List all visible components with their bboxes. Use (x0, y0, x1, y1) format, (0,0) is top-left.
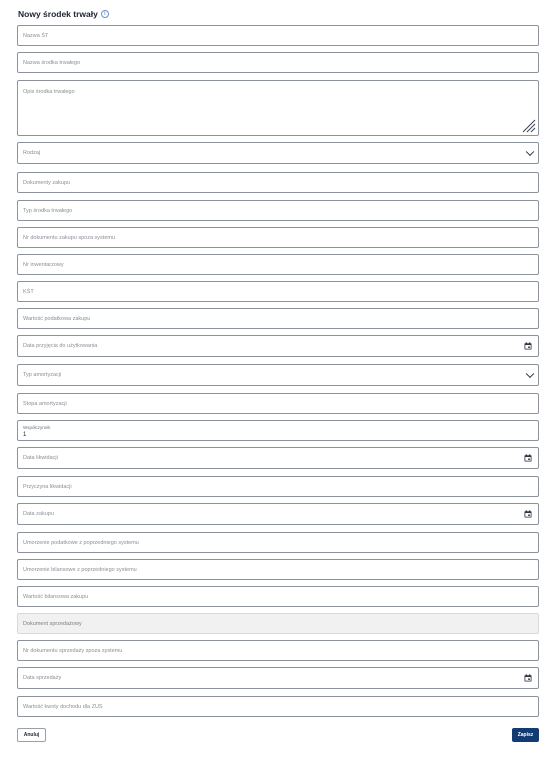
stopa-amortyzacji-placeholder: Stopa amortyzacji (23, 400, 67, 407)
wartosc-bilansowa-input[interactable] (17, 586, 539, 607)
wspolczynnik-value: 1 (23, 432, 27, 438)
typ-amortyzacji-select[interactable] (17, 364, 539, 386)
save-button[interactable]: Zapisz (512, 728, 539, 742)
typ-srodka-input[interactable] (17, 200, 539, 221)
umorzenie-podatkowe-input[interactable] (17, 532, 539, 553)
data-zakupu-placeholder: Data zakupu (23, 511, 54, 517)
rodzaj-placeholder: Rodzaj (23, 150, 41, 156)
data-sprzedazy-date-input[interactable] (17, 667, 539, 689)
stopa-amortyzacji-input[interactable] (17, 393, 539, 414)
nazwa-srodka-input[interactable] (17, 52, 539, 73)
calendar-icon[interactable] (524, 342, 532, 350)
data-likwidacji-date-input[interactable] (17, 447, 539, 469)
resize-handle-icon[interactable] (520, 117, 536, 133)
calendar-icon[interactable] (524, 454, 532, 462)
przyczyna-likwidacji-input[interactable] (17, 476, 539, 497)
kst-input[interactable] (17, 281, 539, 302)
page-title (18, 9, 109, 19)
wartosc-kwoty-dochodu-placeholder: Wartość kwoty dochodu dla ZUS (23, 703, 103, 710)
rodzaj-select[interactable] (17, 142, 539, 164)
wartosc-kwoty-dochodu-input[interactable] (17, 696, 539, 717)
kst-placeholder: KŚT (23, 288, 34, 295)
wartosc-bilansowa-placeholder: Wartość bilansowa zakupu (23, 593, 89, 600)
nr-dokumentu-zakupu-placeholder: Nr dokumentu zakupu spoza systemu (23, 234, 116, 241)
przyczyna-likwidacji-placeholder: Przyczyna likwidacji (23, 483, 72, 490)
data-sprzedazy-placeholder: Data sprzedaży (23, 675, 62, 681)
nr-dokumentu-sprzedazy-placeholder: Nr dokumentu sprzedaży spoza systemu (23, 647, 123, 654)
opis-srodka-placeholder: Opis środka trwałego (23, 89, 75, 95)
nazwa-st-placeholder: Nazwa ŚT (23, 32, 49, 39)
umorzenie-bilansowe-input[interactable] (17, 559, 539, 580)
dokument-sprzedazowy-input (17, 613, 539, 634)
opis-srodka-textarea[interactable] (17, 80, 539, 136)
wartosc-podatkowa-placeholder: Wartość podatkowa zakupu (23, 315, 91, 322)
data-przyjecia-date-input[interactable] (17, 335, 539, 357)
info-icon[interactable]: i (101, 10, 109, 18)
typ-srodka-placeholder: Typ środka trwałego (23, 207, 73, 214)
page-title-text: Nowy środek trwały (18, 9, 98, 19)
typ-amortyzacji-placeholder: Typ amortyzacji (23, 372, 62, 378)
umorzenie-bilansowe-placeholder: Umorzenie bilansowe z poprzedniego systemu (23, 566, 137, 573)
calendar-icon[interactable] (524, 510, 532, 518)
cancel-button[interactable]: Anuluj (17, 728, 46, 742)
umorzenie-podatkowe-placeholder: Umorzenie podatkowe z poprzedniego systemu (23, 539, 139, 546)
nr-dokumentu-zakupu-input[interactable] (17, 227, 539, 248)
dokumenty-zakupu-placeholder: Dokumenty zakupu (23, 179, 71, 186)
nr-inwentarzowy-placeholder: Nr inwentarzowy (23, 261, 64, 268)
nr-dokumentu-sprzedazy-input[interactable] (17, 640, 539, 661)
data-likwidacji-placeholder: Data likwidacji (23, 455, 58, 461)
chevron-down-icon (526, 148, 534, 156)
nr-inwentarzowy-input[interactable] (17, 254, 539, 275)
dokumenty-zakupu-input[interactable] (17, 172, 539, 193)
wartosc-podatkowa-input[interactable] (17, 308, 539, 329)
data-zakupu-date-input[interactable] (17, 503, 539, 525)
calendar-icon[interactable] (524, 674, 532, 682)
nazwa-st-input[interactable] (17, 25, 539, 46)
chevron-down-icon (526, 370, 534, 378)
nazwa-srodka-placeholder: Nazwa środka trwałego (23, 59, 81, 66)
dokument-sprzedazowy-placeholder: Dokument sprzedażowy (23, 620, 82, 627)
data-przyjecia-placeholder: Data przyjęcia do użytkowania (23, 343, 98, 349)
wspolczynnik-input[interactable] (17, 420, 539, 441)
wspolczynnik-label: Współczynnik (23, 425, 51, 430)
